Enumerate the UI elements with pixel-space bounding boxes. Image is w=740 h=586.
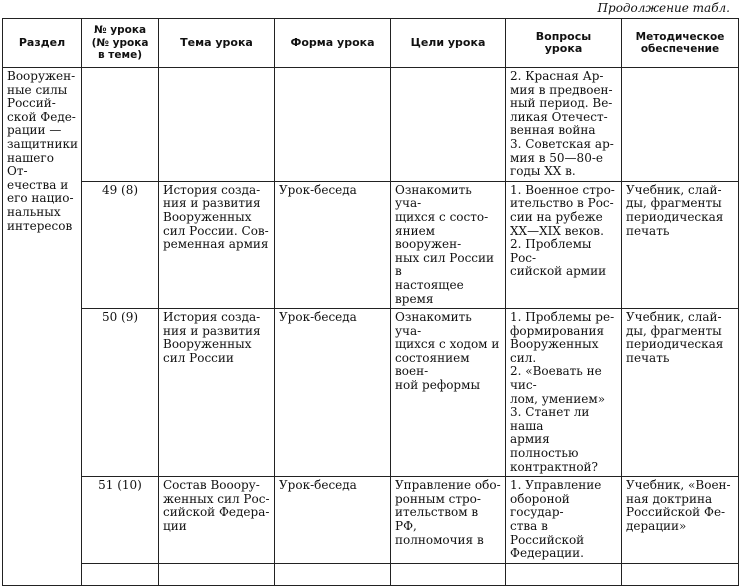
topic-cell: Состав Вооору- женных сил Рос- сийской Федера- ции xyxy=(159,477,275,564)
goals-cell: Ознакомить уча- щихся с состо- янием вооружен- ных сил России в настоящее время xyxy=(391,181,506,308)
form-cell: Урок-беседа xyxy=(275,181,391,308)
empty-cell xyxy=(159,563,275,585)
methodical-cell: Учебник, слай- ды, фрагменты периодическая печать xyxy=(622,309,739,477)
lesson-number-cell xyxy=(82,68,159,182)
header-section: Раздел xyxy=(3,19,82,68)
header-goals: Цели урока xyxy=(391,19,506,68)
empty-cell xyxy=(622,563,739,585)
questions-cell: 1. Проблемы ре- формирования Вооруженных сил. 2. «Воевать не чис- лом, умением» 3. Станет ли наша армия полностью контрактной? xyxy=(506,309,622,477)
methodical-cell xyxy=(622,68,739,182)
empty-cell xyxy=(275,563,391,585)
empty-cell xyxy=(391,563,506,585)
header-questions: Вопросы урока xyxy=(506,19,622,68)
empty-cell xyxy=(506,563,622,585)
lesson-number-cell: 50 (9) xyxy=(82,309,159,477)
methodical-cell: Учебник, «Воен- ная доктрина Российской Фе- дерации» xyxy=(622,477,739,564)
topic-cell: История созда- ния и развития Вооруженных сил России xyxy=(159,309,275,477)
table-row xyxy=(3,181,739,308)
form-cell: Урок-беседа xyxy=(275,477,391,564)
section-cell: Вооружен- ные силы Россий- ской Феде- рации — защитники нашего От- ечества и его нацио- нальных интересов xyxy=(3,68,82,586)
table-row xyxy=(3,309,739,477)
goals-cell: Управление обо- ронным стро- ительством в РФ, полномочия в xyxy=(391,477,506,564)
methodical-cell: Учебник, слай- ды, фрагменты периодическая печать xyxy=(622,181,739,308)
form-cell: Урок-беседа xyxy=(275,309,391,477)
header-methodical-support: Методическое обеспечение xyxy=(622,19,739,68)
goals-cell xyxy=(391,68,506,182)
lesson-number-cell: 49 (8) xyxy=(82,181,159,308)
table-row xyxy=(3,68,739,182)
header-form: Форма урока xyxy=(275,19,391,68)
lesson-number-cell: 51 (10) xyxy=(82,477,159,564)
goals-cell: Ознакомить уча- щихся с ходом и состоянием воен- ной реформы xyxy=(391,309,506,477)
table-row-empty xyxy=(3,563,739,585)
table-row xyxy=(3,477,739,564)
lesson-plan-table xyxy=(2,18,739,586)
questions-cell: 1. Управление обороной государ- ства в Российской Федерации. xyxy=(506,477,622,564)
header-topic: Тема урока xyxy=(159,19,275,68)
questions-cell: 2. Красная Ар- мия в предвоен- ный период. Ве- ликая Отечест- венная война 3. Советская ар- мия в 50—80-е годы XX в. xyxy=(506,68,622,182)
table-caption: Продолжение табл. xyxy=(597,1,730,15)
topic-cell xyxy=(159,68,275,182)
header-lesson-number: № урока (№ урока в теме) xyxy=(82,19,159,68)
questions-cell: 1. Военное стро- ительство в Рос- сии на рубеже XX—XIX веков. 2. Проблемы Рос- сийской армии xyxy=(506,181,622,308)
topic-cell: История созда- ния и развития Вооруженных сил России. Сов- ременная армия xyxy=(159,181,275,308)
empty-cell xyxy=(82,563,159,585)
header-row xyxy=(3,19,739,68)
form-cell xyxy=(275,68,391,182)
